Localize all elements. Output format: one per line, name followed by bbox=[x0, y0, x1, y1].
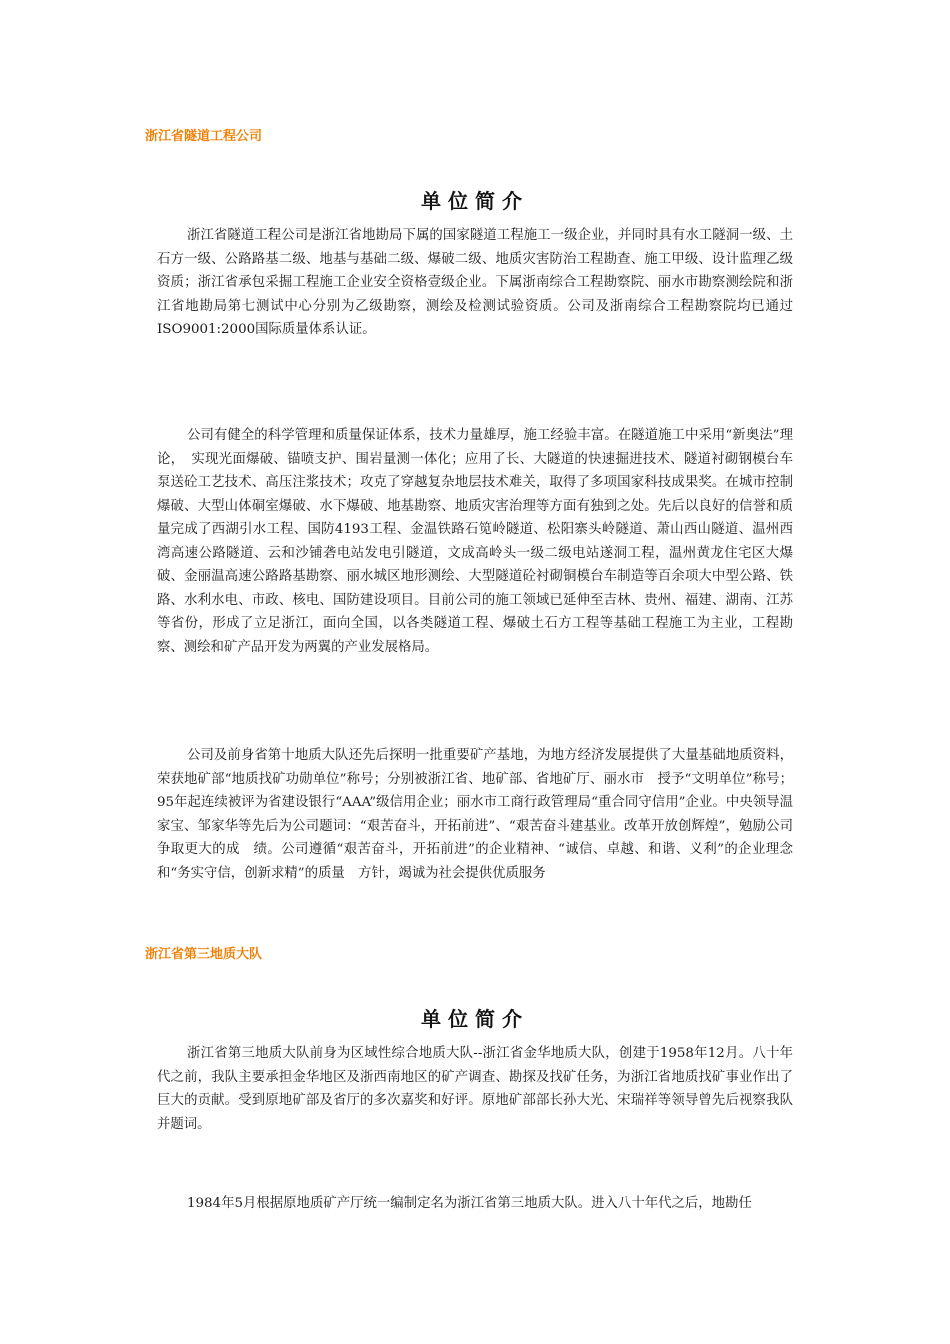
section-title: 单位简介 bbox=[421, 189, 529, 213]
honors-paragraph: 公司及前身省第十地质大队还先后探明一批重要矿产基地，为地方经济发展提供了大量基础地质资料，荣获地矿部“地质找矿功勋单位”称号；分别被浙江省、地矿部、省地矿厅、丽水市 授予“文明单位”称号；95年起连续被评为省建设银行“AAA”级信用企业；丽水市工商行政管理局“重合同守信用”企业。中央领导温家宝、邹家华等先后为公司题词：“艰苦奋斗，开拓前进”、“艰苦奋斗建基业。改革开放创辉煌”，勉励公司争取更大的成 绩。公司遵循“艰苦奋斗，开拓前进”的企业精神、“诚信、卓越、和谐、义利”的企业理念和“务实守信，创新求精”的质量 方针，竭诚为社会提供优质服务 bbox=[157, 748, 793, 881]
section-title: 单位简介 bbox=[421, 1007, 529, 1031]
renaming-paragraph: 1984年5月根据原地质矿产厅统一编制定名为浙江省第三地质大队。进入八十年代之后，地勘任 bbox=[187, 1196, 752, 1211]
management-paragraph: 公司有健全的科学管理和质量保证体系，技术力量雄厚，施工经验丰富。在隧道施工中采用“新奥法”理论， 实现光面爆破、锚喷支护、围岩量测一体化；应用了长、大隧道的快速掘进技术、隧道衬砌钢模台车泵送砼工艺技术、高压注浆技术；攻克了穿越复杂地层技术难关，取得了多项国家科技成果奖。在城市控制爆破、大型山体硐室爆破、水下爆破、地基勘察、地质灾害治理等方面有独到之处。先后以良好的信誉和质量完成了西湖引水工程、国防4193工程、金温铁路石笕岭隧道、松阳寨头岭隧道、萧山西山隧道、温州西湾高速公路隧道、云和沙铺砻电站发电引隧道，文成高岭头一级二级电站遂洞工程，温州黄龙住宅区大爆破、金丽温高速公路路基勘察、丽水城区地形测绘、大型隧道砼衬砌铜模台车制造等百余项大中型公路、铁路、水利水电、市政、核电、国防建设项目。目前公司的施工领域已延伸至吉林、贵州、福建、湖南、江苏等省份，形成了立足浙江，面向全国，以各类隧道工程、爆破土石方工程等基础工程施工为主业，工程勘察、测绘和矿产品开发为两翼的产业发展格局。 bbox=[157, 428, 793, 655]
org-heading-tunnel-company: 浙江省隧道工程公司 bbox=[145, 129, 263, 144]
org-heading-geology-brigade: 浙江省第三地质大队 bbox=[145, 947, 263, 962]
history-paragraph: 浙江省第三地质大队前身为区域性综合地质大队--浙江省金华地质大队，创建于1958年12月。八十年代之前，我队主要承担金华地区及浙西南地区的矿产调查、勘探及找矿任务，为浙江省地质找矿事业作出了巨大的贡献。受到原地矿部及省厅的多次嘉奖和好评。原地矿部部长孙大光、宋瑞祥等领导曾先后视察我队并题词。 bbox=[157, 1046, 793, 1132]
intro-paragraph: 浙江省隧道工程公司是浙江省地勘局下属的国家隧道工程施工一级企业，并同时具有水工隧洞一级、土石方一级、公路路基二级、地基与基础二级、爆破二级、地质灾害防治工程勘查、施工甲级、设计监理乙级资质；浙江省承包采掘工程施工企业安全资格壹级企业。下属浙南综合工程勘察院、丽水市勘察测绘院和浙江省地勘局第七测试中心分别为乙级勘察，测绘及检测试验资质。公司及浙南综合工程勘察院均已通过ISO9001:2000国际质量体系认证。 bbox=[157, 228, 793, 337]
